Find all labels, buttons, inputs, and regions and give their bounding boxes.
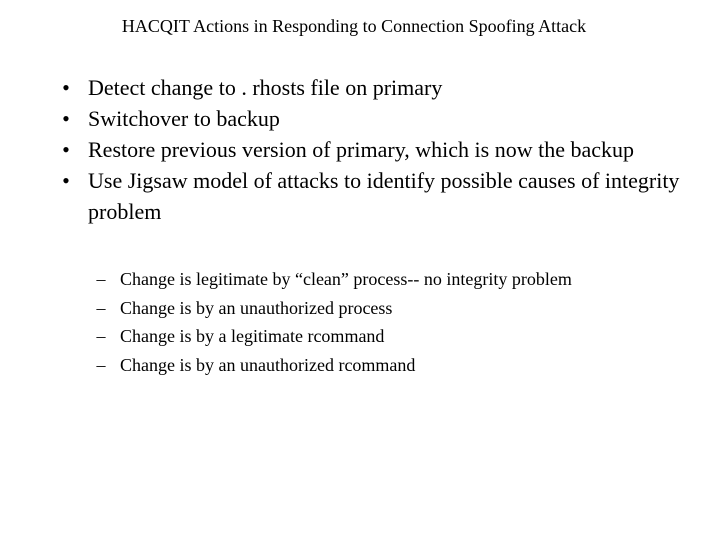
sub-bullet-item xyxy=(94,351,694,380)
sub-bullet-item xyxy=(94,322,694,351)
bullet-text: Restore previous version of primary, which is now the backup xyxy=(88,137,635,162)
bullet-item xyxy=(56,103,696,134)
bullet-marker: • xyxy=(62,75,70,100)
sub-bullet-item xyxy=(94,294,694,323)
sub-bullet-text: Change is legitimate by “clean” process-- no integrity problem xyxy=(120,269,572,289)
sub-bullet-item xyxy=(94,265,694,294)
sub-bullet-text: Change is by an unauthorized process xyxy=(120,297,393,318)
slide-title: HACQIT Actions in Responding to Connection Spoofing Attack xyxy=(121,16,587,36)
sub-bullet-text: Change is by a legitimate rcommand xyxy=(120,326,385,346)
dash-marker: – xyxy=(96,297,106,318)
dash-marker: – xyxy=(96,354,106,375)
dash-marker: – xyxy=(96,326,106,346)
bullet-marker: • xyxy=(62,137,70,162)
sub-bullet-text: Change is by an unauthorized rcommand xyxy=(120,354,416,375)
sub-bullet-list xyxy=(94,265,694,379)
dash-marker: – xyxy=(96,269,106,289)
bullet-item xyxy=(56,165,696,227)
bullet-marker: • xyxy=(62,106,70,131)
bullet-marker: • xyxy=(62,168,70,193)
bullet-text: Use Jigsaw model of attacks to identify possible causes of integrity problem xyxy=(88,168,680,224)
bullet-item xyxy=(56,134,696,165)
bullet-text: Detect change to . rhosts file on primary xyxy=(88,75,443,100)
bullet-item xyxy=(56,72,696,103)
bullet-text: Switchover to backup xyxy=(88,106,280,131)
bullet-list xyxy=(56,72,696,227)
